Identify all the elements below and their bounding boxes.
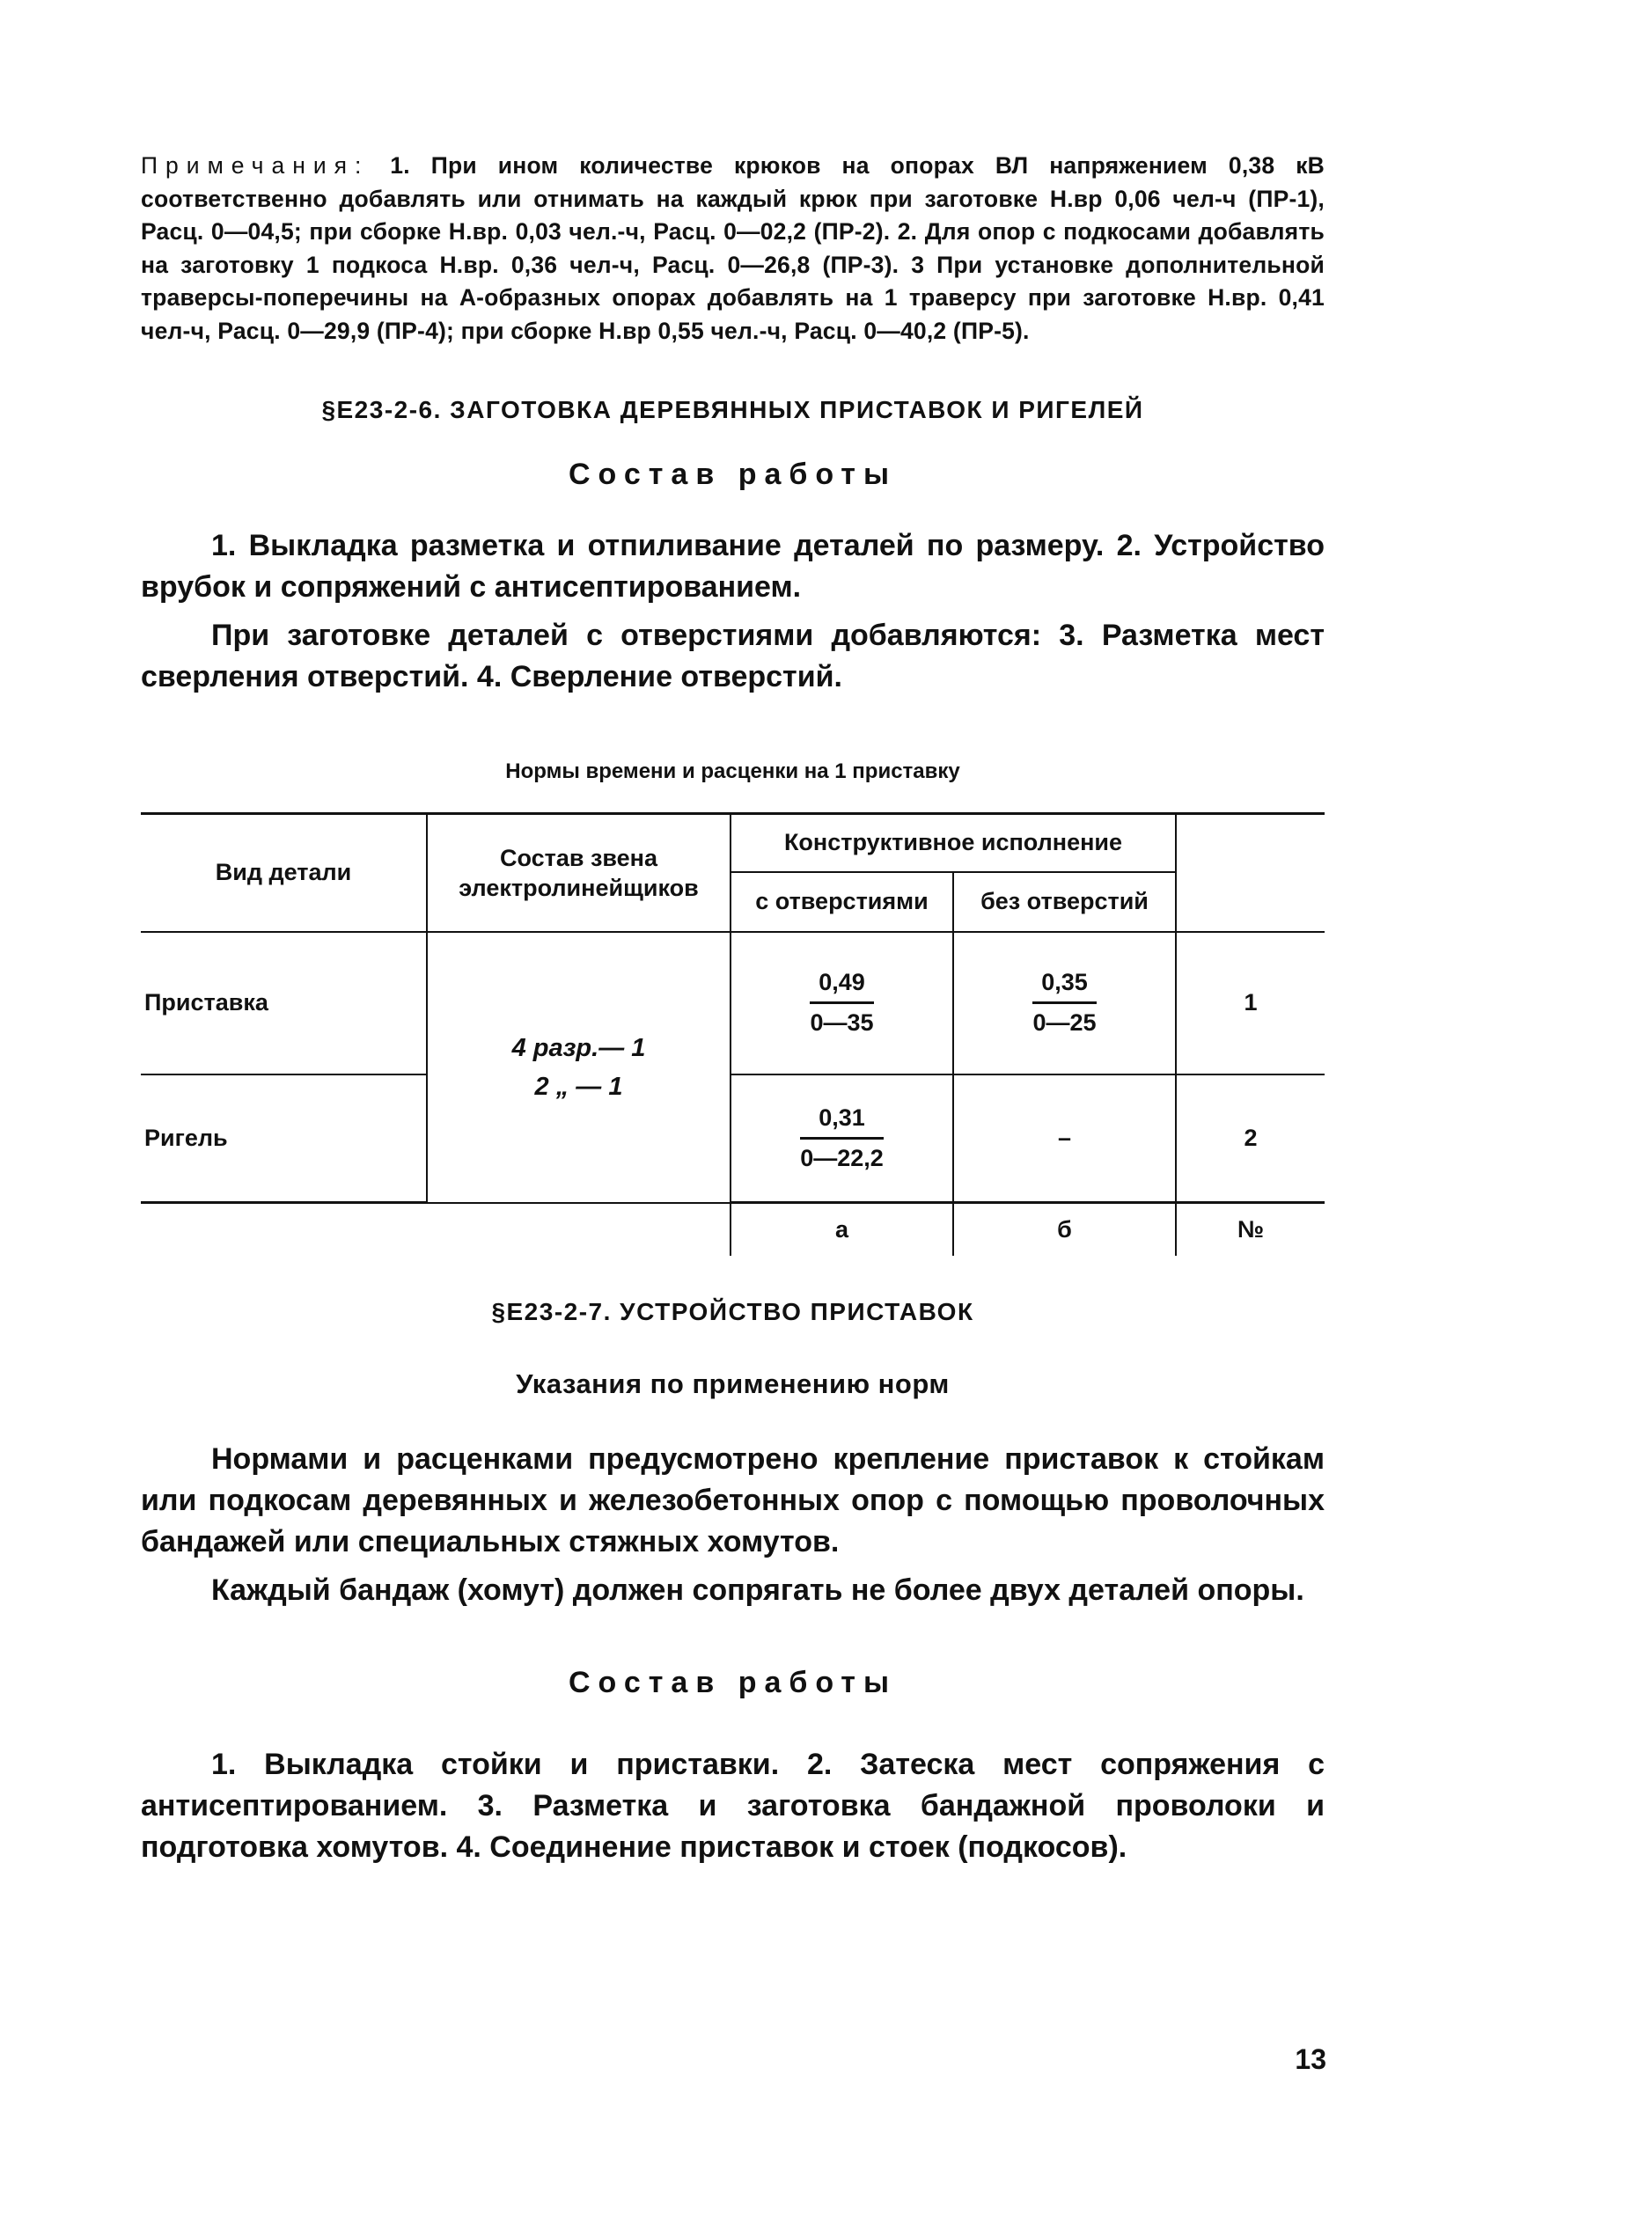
header-crew-line-2: электролинейщиков xyxy=(459,874,699,901)
crew-line-1: 4 разр.— 1 xyxy=(511,1033,646,1062)
fraction-pristavka-b xyxy=(1032,969,1096,1037)
header-number-blank xyxy=(1176,814,1325,932)
notes-rate-3: Расц. 0—26,8 xyxy=(651,251,811,278)
section-1-work-title: Состав работы xyxy=(569,458,897,491)
header-crew-line-1: Состав звена xyxy=(500,844,657,871)
table-caption: Нормы времени и расценки на 1 приставку xyxy=(505,759,960,783)
notes-rate-1: Расц. 0—04,5; xyxy=(141,218,302,245)
notes-rate-5: Расц. 0—40,2 xyxy=(794,317,947,344)
notes-text-6: (ПР-5). xyxy=(946,317,1030,344)
norm-time: 0,35 xyxy=(1032,969,1096,1004)
norm-time: 0,31 xyxy=(800,1104,884,1140)
row-number-1: 1 xyxy=(1176,932,1325,1074)
header-with-holes: с отверстиями xyxy=(731,872,953,932)
cell-rigel-b: – xyxy=(953,1074,1176,1203)
section-2-para-2: Каждый бандаж (хомут) должен сопрягать не более двух деталей опоры. xyxy=(211,1573,1304,1607)
page-number: 13 xyxy=(1295,2043,1326,2075)
norms-table xyxy=(141,812,1325,1256)
section-2-para-1: Нормами и расценками предусмотрено крепление приставок к стойкам или подкосам деревянных и железобетонных опор с помощью проволочных бандажей или специальных стяжных хомутов. xyxy=(141,1441,1325,1558)
norm-time: 0,49 xyxy=(810,969,873,1004)
rate: 0—22,2 xyxy=(800,1144,884,1171)
rate: 0—35 xyxy=(810,1009,874,1036)
section-2-guide-title: Указания по применению норм xyxy=(516,1368,950,1399)
footer-col-a: а xyxy=(731,1203,953,1256)
footer-col-number: № xyxy=(1176,1203,1325,1256)
header-without-holes: без отверстий xyxy=(953,872,1176,932)
cell-rigel-a xyxy=(731,1074,953,1203)
section-2-work-body xyxy=(141,1744,1325,1868)
notes-rate-4: Расц. 0—29,9 xyxy=(217,317,371,344)
notes-label: Примечания: xyxy=(141,152,370,179)
section-2-body xyxy=(141,1439,1325,1611)
cell-pristavka-a xyxy=(731,932,953,1074)
footer-blank xyxy=(141,1203,731,1256)
section-1-para-2: При заготовке деталей с отверстиями добавляются: 3. Разметка мест сверления отверстий. 4. Сверление отверстий. xyxy=(141,619,1325,693)
notes-text-5: (ПР-4); при сборке Н.вр 0,55 чел.-ч, xyxy=(370,317,795,344)
section-2-work-title: Состав работы xyxy=(569,1665,897,1699)
notes-text-4: (ПР-3). 3 При установке дополнительной траверсы-поперечины на А-образных опорах добавлять на 1 траверсу при заготовке Н.вр. 0,41 чел-ч, xyxy=(141,251,1325,344)
notes-rate-2: Расц. 0—02,2 xyxy=(653,218,807,245)
row-name-rigel: Ригель xyxy=(141,1074,427,1203)
cell-pristavka-b xyxy=(953,932,1176,1074)
document-page xyxy=(141,150,1325,1868)
header-design: Конструктивное исполнение xyxy=(731,814,1176,872)
notes-text-3: (ПР-2). 2. Для опор с подкосами добавлять на заготовку 1 подкоса Н.вр. 0,36 чел-ч, xyxy=(141,218,1325,278)
notes-paragraph xyxy=(141,150,1325,348)
header-detail-type: Вид детали xyxy=(141,814,427,932)
section-2-para-3: 1. Выкладка стойки и приставки. 2. Затеска мест сопряжения с антисептированием. 3. Разметка и заготовка бандажной проволоки и подготовка хомутов. 4. Соединение приставок и стоек (подкосов). xyxy=(141,1747,1325,1864)
row-name-pristavka: Приставка xyxy=(141,932,427,1074)
fraction-pristavka-a xyxy=(810,969,873,1037)
section-2-title: §Е23-2-7. УСТРОЙСТВО ПРИСТАВОК xyxy=(491,1297,974,1325)
section-1-para-1: 1. Выкладка разметка и отпиливание деталей по размеру. 2. Устройство врубок и сопряжений с антисептированием. xyxy=(141,529,1325,604)
crew-line-2: 2 „ — 1 xyxy=(534,1072,623,1101)
section-1-title: §Е23-2-6. ЗАГОТОВКА ДЕРЕВЯННЫХ ПРИСТАВОК И РИГЕЛЕЙ xyxy=(321,396,1144,423)
notes-text-2: при сборке Н.вр. 0,03 чел.-ч, xyxy=(301,218,654,245)
rate: 0—25 xyxy=(1032,1009,1097,1036)
header-crew xyxy=(427,814,731,932)
section-1-body xyxy=(141,525,1325,698)
crew-composition xyxy=(427,932,731,1203)
row-number-2: 2 xyxy=(1176,1074,1325,1203)
footer-col-b: б xyxy=(953,1203,1176,1256)
notes-text-1: 1. При ином количестве крюков на опорах ВЛ напряжением 0,38 кВ соответственно добавлять или отнимать на каждый крюк при заготовке Н.вр 0,06 чел-ч (ПР-1), xyxy=(141,152,1325,212)
fraction-rigel-a xyxy=(800,1104,884,1172)
